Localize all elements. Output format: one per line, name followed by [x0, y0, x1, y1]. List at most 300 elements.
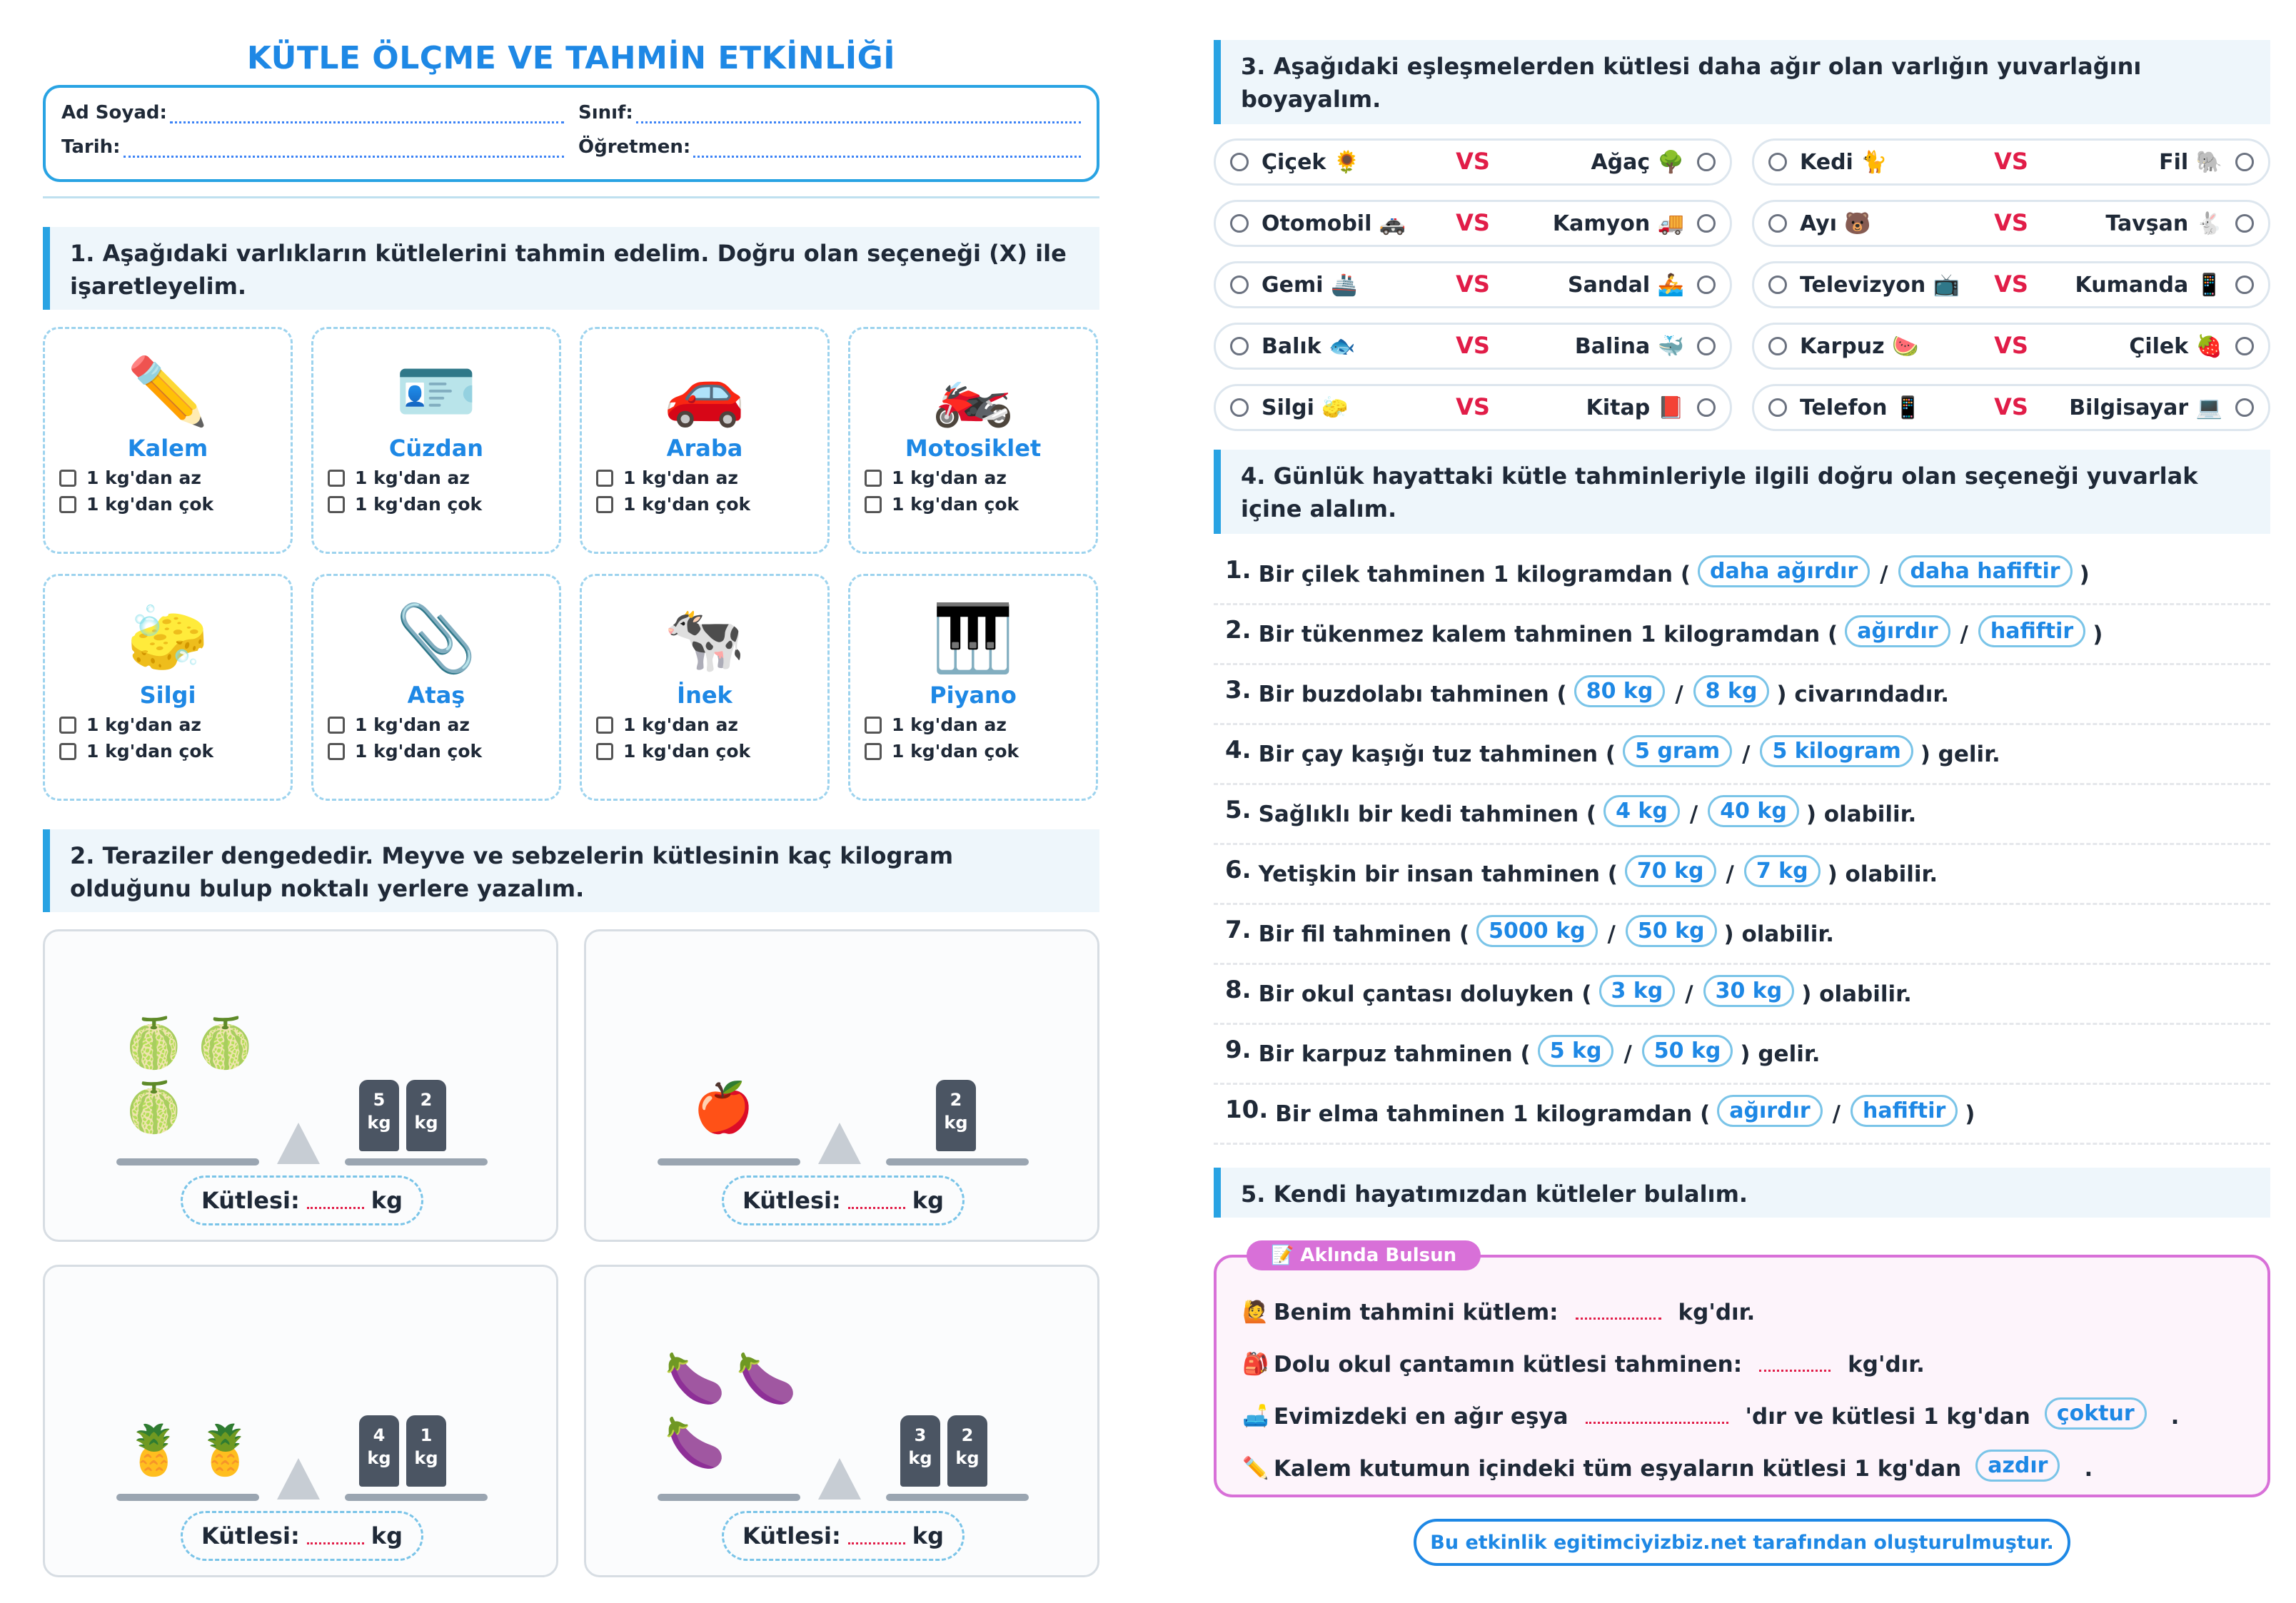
weight-value: 3 — [914, 1425, 927, 1445]
item-card — [848, 574, 1098, 801]
remember-box — [1214, 1245, 2270, 1497]
row-text-pre: Sağlıklı bir kedi tahminen ( — [1258, 801, 1597, 827]
option-label: 1 kg'dan çok — [355, 741, 483, 762]
separator: / — [1689, 801, 1698, 827]
mass-label: Kütlesi: — [201, 1522, 300, 1549]
remember-row — [1242, 1442, 2242, 1495]
estimation-row — [1214, 965, 2270, 1025]
choice-a[interactable]: ağırdır — [1845, 615, 1950, 647]
right-pan — [345, 1494, 488, 1501]
divider — [43, 196, 1099, 198]
choice-a[interactable]: 5 kg — [1538, 1035, 1614, 1067]
row-text-post: ) olabilir. — [1801, 981, 1912, 1007]
left-pan — [116, 1494, 259, 1501]
option-less-checkbox[interactable] — [328, 714, 559, 735]
q4-heading: 4. Günlük hayattaki kütle tahminleriyle ilgili doğru olan seçeneği yuvarlak içine alalım. — [1214, 450, 2270, 534]
weights-group — [359, 1415, 446, 1487]
mass-label: Kütlesi: — [742, 1522, 841, 1549]
balance-scale — [584, 929, 1099, 1242]
right-radio[interactable] — [1697, 337, 1716, 355]
name-field[interactable] — [61, 102, 564, 123]
option-label: 1 kg'dan az — [623, 714, 738, 735]
right-item: Balina 🐳 — [1574, 333, 1684, 359]
row-text-post: ) — [2079, 561, 2090, 587]
right-item: Fil 🐘 — [2159, 149, 2222, 175]
row-text-pre: Bir okul çantası doluyken ( — [1258, 981, 1592, 1007]
choice-b[interactable]: 8 kg — [1693, 675, 1770, 707]
checkbox[interactable] — [596, 743, 613, 760]
choice-b[interactable]: 40 kg — [1708, 795, 1799, 827]
option-label: 1 kg'dan az — [86, 467, 201, 488]
q4-list — [1214, 545, 2270, 1145]
comparison-pair — [1214, 323, 1732, 370]
left-item: Telefon 📱 — [1800, 395, 1922, 420]
choice-a[interactable]: 80 kg — [1574, 675, 1666, 707]
checkbox[interactable] — [328, 470, 345, 487]
left-item: Balık 🐟 — [1262, 333, 1356, 359]
left-radio[interactable] — [1768, 398, 1787, 417]
remember-row — [1242, 1338, 2242, 1390]
weight-block — [359, 1415, 399, 1487]
q3-heading: 3. Aşağıdaki eşleşmelerden kütlesi daha ağır olan varlığın yuvarlağını boyayalım. — [1214, 40, 2270, 124]
weight-unit: kg — [955, 1448, 980, 1468]
fulcrum — [818, 1123, 861, 1164]
choice-b[interactable]: 50 kg — [1626, 915, 1717, 947]
right-column — [1214, 0, 2270, 1603]
fruit-icon: 🍆 — [665, 1415, 725, 1472]
option-label: 1 kg'dan çok — [623, 741, 751, 762]
comparison-pair — [1214, 384, 1732, 431]
mass-label: Kütlesi: — [201, 1187, 300, 1214]
choice-b[interactable]: 30 kg — [1703, 975, 1795, 1007]
weight-value: 5 — [373, 1090, 386, 1110]
answer-blank[interactable] — [307, 1527, 364, 1544]
right-item: Kitap 📕 — [1586, 395, 1684, 420]
checkbox[interactable] — [865, 496, 882, 513]
remember-row — [1242, 1390, 2242, 1442]
q1-items-grid — [43, 327, 1099, 801]
row-number: 4. — [1225, 735, 1252, 764]
option-more-checkbox[interactable] — [865, 494, 1096, 515]
estimation-row — [1214, 905, 2270, 965]
item-picture: 🪪 — [395, 353, 478, 430]
left-pan — [116, 1158, 259, 1165]
weight-unit: kg — [414, 1113, 438, 1133]
row-number: 7. — [1225, 915, 1252, 944]
right-pan — [345, 1158, 488, 1165]
option-label: 1 kg'dan az — [892, 467, 1007, 488]
option-more-checkbox[interactable] — [328, 494, 559, 515]
weights-group — [359, 1080, 446, 1151]
weight-unit: kg — [367, 1113, 391, 1133]
option-label: 1 kg'dan çok — [86, 741, 214, 762]
row-number: 6. — [1225, 855, 1252, 884]
checkbox[interactable] — [328, 717, 345, 734]
right-radio[interactable] — [1697, 214, 1716, 233]
choice-b[interactable]: hafiftir — [1851, 1095, 1958, 1127]
weights-group — [900, 1415, 987, 1487]
vs-label: VS — [1456, 332, 1490, 359]
option-less-checkbox[interactable] — [596, 467, 827, 488]
weight-block — [947, 1415, 987, 1487]
mass-unit: kg — [371, 1187, 403, 1214]
fulcrum — [277, 1123, 320, 1164]
row-text-post: ) gelir. — [1740, 1041, 1821, 1067]
fruit-icon: 🍎 — [693, 1080, 754, 1136]
left-radio[interactable] — [1768, 275, 1787, 294]
class-field[interactable] — [578, 102, 1081, 123]
weight-value: 4 — [373, 1425, 386, 1445]
vs-label: VS — [1456, 270, 1490, 298]
fruit-icon: 🍍 — [195, 1422, 256, 1479]
comparison-pair — [1214, 200, 1732, 247]
estimation-row — [1214, 725, 2270, 785]
row-icon: ✏️ — [1242, 1456, 1269, 1481]
weight-value: 2 — [950, 1090, 962, 1110]
comparison-pair — [1752, 138, 2270, 186]
row-number: 2. — [1225, 615, 1252, 644]
answer-blank[interactable] — [1759, 1357, 1831, 1372]
row-number: 8. — [1225, 975, 1252, 1004]
option-label: 1 kg'dan çok — [892, 741, 1019, 762]
comparison-pair — [1752, 261, 2270, 308]
right-radio[interactable] — [1697, 398, 1716, 417]
left-item: Otomobil 🚓 — [1262, 211, 1406, 236]
left-item: Gemi 🚢 — [1262, 272, 1358, 298]
choice-a[interactable]: 3 kg — [1599, 975, 1676, 1007]
checkbox[interactable] — [596, 717, 613, 734]
row-text-pre: Evimizdeki en ağır eşya — [1274, 1403, 1569, 1430]
item-picture: 🧽 — [126, 600, 209, 677]
separator: / — [1726, 861, 1734, 887]
date-label: Tarih: — [61, 136, 121, 158]
separator: / — [1832, 1101, 1841, 1127]
mass-answer-field[interactable] — [722, 1511, 965, 1561]
separator: / — [1685, 981, 1693, 1007]
separator: / — [1880, 561, 1888, 587]
row-number: 10. — [1225, 1095, 1269, 1124]
option-less-checkbox[interactable] — [59, 467, 291, 488]
item-picture: 🐄 — [663, 600, 746, 677]
separator: / — [1607, 921, 1616, 947]
left-pan — [658, 1494, 800, 1501]
vs-label: VS — [1456, 148, 1490, 175]
left-item: Karpuz 🍉 — [1800, 333, 1919, 359]
choice-b[interactable]: 5 kilogram — [1760, 735, 1913, 767]
right-pan — [886, 1158, 1029, 1165]
remember-row — [1242, 1286, 2242, 1338]
option-less-checkbox[interactable] — [328, 467, 559, 488]
balance-scale — [584, 1265, 1099, 1577]
option-more-checkbox[interactable] — [865, 741, 1096, 762]
option-label: 1 kg'dan çok — [892, 494, 1019, 515]
left-column — [43, 0, 1099, 1603]
weight-unit: kg — [944, 1113, 968, 1133]
estimation-row — [1214, 1085, 2270, 1145]
item-card — [43, 327, 293, 554]
row-text-pre: Bir çay kaşığı tuz tahminen ( — [1258, 741, 1616, 767]
mass-unit: kg — [371, 1522, 403, 1549]
vs-label: VS — [1994, 270, 2028, 298]
separator: / — [1960, 621, 1968, 647]
row-text-pre: Dolu okul çantamın kütlesi tahminen: — [1274, 1351, 1743, 1377]
separator: / — [1742, 741, 1751, 767]
row-number: 3. — [1225, 675, 1252, 704]
row-number: 5. — [1225, 795, 1252, 824]
fulcrum — [818, 1458, 861, 1500]
right-radio[interactable] — [2235, 275, 2254, 294]
right-pan — [886, 1494, 1029, 1501]
weight-unit: kg — [414, 1448, 438, 1468]
teacher-label: Öğretmen: — [578, 136, 691, 158]
right-radio[interactable] — [2235, 153, 2254, 171]
option-label: 1 kg'dan çok — [355, 494, 483, 515]
choice-a[interactable]: 5 gram — [1623, 735, 1732, 767]
weight-unit: kg — [908, 1448, 932, 1468]
left-pan — [658, 1158, 800, 1165]
left-radio[interactable] — [1230, 153, 1249, 171]
item-card — [848, 327, 1098, 554]
checkbox[interactable] — [596, 470, 613, 487]
item-name: Cüzdan — [388, 435, 484, 462]
comparison-pair — [1214, 261, 1732, 308]
q2-heading: 2. Teraziler dengededir. Meyve ve sebzelerin kütlesinin kaç kilogram olduğunu bulup noktalı yerlere yazalım. — [43, 829, 1099, 912]
row-text-post: kg'dır. — [1848, 1351, 1925, 1377]
checkbox[interactable] — [865, 470, 882, 487]
mass-answer-field[interactable] — [722, 1175, 965, 1225]
separator: / — [1623, 1041, 1632, 1067]
choice-b[interactable]: hafiftir — [1978, 615, 2085, 647]
option-more-checkbox[interactable] — [596, 494, 827, 515]
weight-block — [406, 1415, 446, 1487]
row-text-post: ) olabilir. — [1723, 921, 1835, 947]
fruit-icon: 🍈 — [124, 1080, 184, 1136]
option-label: 1 kg'dan az — [623, 467, 738, 488]
vs-label: VS — [1994, 148, 2028, 175]
fruit-icon: 🍆 — [736, 1351, 797, 1407]
balance-scale — [43, 1265, 558, 1577]
weight-block — [406, 1080, 446, 1151]
comparison-pair — [1752, 384, 2270, 431]
row-text-post: ) gelir. — [1920, 741, 2000, 767]
row-text-post: ) — [1965, 1101, 1975, 1127]
option-more-checkbox[interactable] — [596, 741, 827, 762]
vs-label: VS — [1994, 332, 2028, 359]
option-more-checkbox[interactable] — [328, 741, 559, 762]
left-item: Ayı 🐻 — [1800, 211, 1871, 236]
item-name: Araba — [666, 435, 743, 462]
right-item: Ağaç 🌳 — [1591, 149, 1684, 175]
fulcrum — [277, 1458, 320, 1500]
mass-answer-field[interactable] — [181, 1175, 423, 1225]
footer-credit[interactable]: Bu etkinlik egitimciyizbiz.net tarafından oluşturulmuştur. — [1414, 1519, 2070, 1566]
vs-label: VS — [1994, 209, 2028, 236]
weight-value: 1 — [420, 1425, 433, 1445]
row-icon: 🙋 — [1242, 1300, 1269, 1325]
estimation-row — [1214, 605, 2270, 665]
estimation-row — [1214, 845, 2270, 905]
choice-a[interactable]: daha ağırdır — [1698, 555, 1870, 587]
estimation-row — [1214, 1025, 2270, 1085]
vs-label: VS — [1456, 209, 1490, 236]
row-text-pre: Bir elma tahminen 1 kilogramdan ( — [1275, 1101, 1711, 1127]
row-text-pre: Bir fil tahminen ( — [1258, 921, 1470, 947]
answer-blank[interactable] — [1576, 1305, 1661, 1320]
weight-block — [936, 1080, 976, 1151]
checkbox[interactable] — [865, 717, 882, 734]
right-radio[interactable] — [2235, 214, 2254, 233]
choice-a[interactable]: 4 kg — [1603, 795, 1680, 827]
option-label: 1 kg'dan az — [355, 714, 470, 735]
answer-blank[interactable] — [307, 1192, 364, 1209]
checkbox[interactable] — [59, 496, 76, 513]
remember-tag: 📝 Aklında Bulsun — [1247, 1240, 1481, 1270]
teacher-field[interactable] — [578, 136, 1081, 158]
choice-a[interactable]: ağırdır — [1717, 1095, 1822, 1127]
row-text-pre: Benim tahmini kütlem: — [1274, 1299, 1559, 1325]
item-card — [311, 327, 561, 554]
item-name: Kalem — [127, 435, 208, 462]
end-dot: . — [2084, 1455, 2093, 1482]
mass-unit: kg — [912, 1522, 944, 1549]
left-radio[interactable] — [1768, 153, 1787, 171]
choice-a[interactable]: 5000 kg — [1476, 915, 1597, 947]
option-less-checkbox[interactable] — [865, 714, 1096, 735]
row-text-pre: Kalem kutumun içindeki tüm eşyaların kütlesi 1 kg'dan — [1274, 1455, 1962, 1482]
left-item: Silgi 🧽 — [1262, 395, 1349, 420]
row-text-post: kg'dır. — [1678, 1299, 1756, 1325]
estimation-row — [1214, 665, 2270, 725]
comparison-pair — [1752, 200, 2270, 247]
answer-blank[interactable] — [848, 1192, 905, 1209]
left-radio[interactable] — [1768, 214, 1787, 233]
answer-blank[interactable] — [848, 1527, 905, 1544]
choice-a[interactable]: 70 kg — [1625, 855, 1716, 887]
row-number: 9. — [1225, 1035, 1252, 1064]
left-radio[interactable] — [1230, 398, 1249, 417]
weight-value: 2 — [961, 1425, 974, 1445]
weight-block — [900, 1415, 940, 1487]
row-text-pre: Bir çilek tahminen 1 kilogramdan ( — [1258, 561, 1691, 587]
option-less-checkbox[interactable] — [596, 714, 827, 735]
right-item: Çilek 🍓 — [2129, 333, 2222, 359]
mass-label: Kütlesi: — [742, 1187, 841, 1214]
item-picture: 🚗 — [663, 353, 746, 430]
fruit-icon: 🍈 — [195, 1016, 256, 1072]
right-item: Sandal 🚣 — [1567, 272, 1684, 298]
mass-unit: kg — [912, 1187, 944, 1214]
date-field[interactable] — [61, 136, 564, 158]
name-label: Ad Soyad: — [61, 102, 167, 123]
checkbox[interactable] — [865, 743, 882, 760]
estimation-row — [1214, 785, 2270, 845]
choice-b[interactable]: 7 kg — [1744, 855, 1821, 887]
answer-blank[interactable] — [1586, 1410, 1728, 1424]
item-name: Piyano — [930, 682, 1017, 709]
checkbox[interactable] — [328, 743, 345, 760]
option-label: 1 kg'dan çok — [86, 494, 214, 515]
right-item: Bilgisayar 💻 — [2069, 395, 2222, 420]
row-icon: 🎒 — [1242, 1352, 1269, 1377]
vs-label: VS — [1456, 393, 1490, 420]
fruit-icon: 🍈 — [124, 1016, 184, 1072]
left-item: Çiçek 🌻 — [1262, 149, 1361, 175]
row-text-pre: Bir tükenmez kalem tahminen 1 kilogramdan ( — [1258, 621, 1838, 647]
item-picture: 📎 — [395, 600, 478, 677]
fruit-icon: 🍍 — [124, 1422, 184, 1479]
answer-pill[interactable]: çoktur — [2045, 1397, 2147, 1430]
left-radio[interactable] — [1230, 275, 1249, 294]
checkbox[interactable] — [59, 717, 76, 734]
left-radio[interactable] — [1768, 337, 1787, 355]
left-item: Kedi 🐈 — [1800, 149, 1888, 175]
mass-answer-field[interactable] — [181, 1511, 423, 1561]
checkbox[interactable] — [59, 470, 76, 487]
right-radio[interactable] — [2235, 398, 2254, 417]
weight-unit: kg — [367, 1448, 391, 1468]
choice-b[interactable]: 50 kg — [1642, 1035, 1733, 1067]
checkbox[interactable] — [59, 743, 76, 760]
left-radio[interactable] — [1230, 337, 1249, 355]
item-picture: 🏍️ — [932, 353, 1014, 430]
right-item: Tavşan 🐇 — [2105, 211, 2222, 236]
row-text-pre: Yetişkin bir insan tahminen ( — [1258, 861, 1618, 887]
item-card — [580, 574, 830, 801]
row-icon: 🛋️ — [1242, 1404, 1269, 1429]
option-more-checkbox[interactable] — [59, 741, 291, 762]
row-text-post: ) — [2093, 621, 2103, 647]
row-text-post: ) civarındadır. — [1776, 681, 1950, 707]
right-radio[interactable] — [2235, 337, 2254, 355]
row-number: 1. — [1225, 555, 1252, 585]
right-item: Kamyon 🚚 — [1552, 211, 1684, 236]
row-text-pre: Bir buzdolabı tahminen ( — [1258, 681, 1567, 707]
right-radio[interactable] — [1697, 275, 1716, 294]
checkbox[interactable] — [328, 496, 345, 513]
option-more-checkbox[interactable] — [59, 494, 291, 515]
comparison-pair — [1214, 138, 1732, 186]
page-title: KÜTLE ÖLÇME VE TAHMİN ETKİNLİĞİ — [246, 40, 896, 76]
class-label: Sınıf: — [578, 102, 633, 123]
row-text-post: ) olabilir. — [1827, 861, 1938, 887]
option-label: 1 kg'dan çok — [623, 494, 751, 515]
checkbox[interactable] — [596, 496, 613, 513]
right-radio[interactable] — [1697, 153, 1716, 171]
comparison-pair — [1752, 323, 2270, 370]
row-text-post: ) olabilir. — [1806, 801, 1917, 827]
item-picture: ✏️ — [126, 353, 209, 430]
q1-heading: 1. Aşağıdaki varlıkların kütlelerini tahmin edelim. Doğru olan seçeneği (X) ile işaretleyelim. — [43, 227, 1099, 310]
weight-block — [359, 1080, 399, 1151]
left-item: Televizyon 📺 — [1800, 272, 1960, 298]
balance-scale — [43, 929, 558, 1242]
row-text-post: 'dır ve kütlesi 1 kg'dan — [1745, 1403, 2030, 1430]
item-card — [43, 574, 293, 801]
estimation-row — [1214, 545, 2270, 605]
student-info-box — [43, 85, 1099, 182]
answer-pill[interactable]: azdır — [1975, 1450, 2060, 1482]
option-less-checkbox[interactable] — [59, 714, 291, 735]
item-picture: 🎹 — [932, 600, 1014, 677]
option-label: 1 kg'dan az — [892, 714, 1007, 735]
item-name: Silgi — [139, 682, 196, 709]
weight-value: 2 — [420, 1090, 433, 1110]
choice-b[interactable]: daha hafiftir — [1898, 555, 2073, 587]
option-label: 1 kg'dan az — [86, 714, 201, 735]
option-label: 1 kg'dan az — [355, 467, 470, 488]
left-radio[interactable] — [1230, 214, 1249, 233]
option-less-checkbox[interactable] — [865, 467, 1096, 488]
